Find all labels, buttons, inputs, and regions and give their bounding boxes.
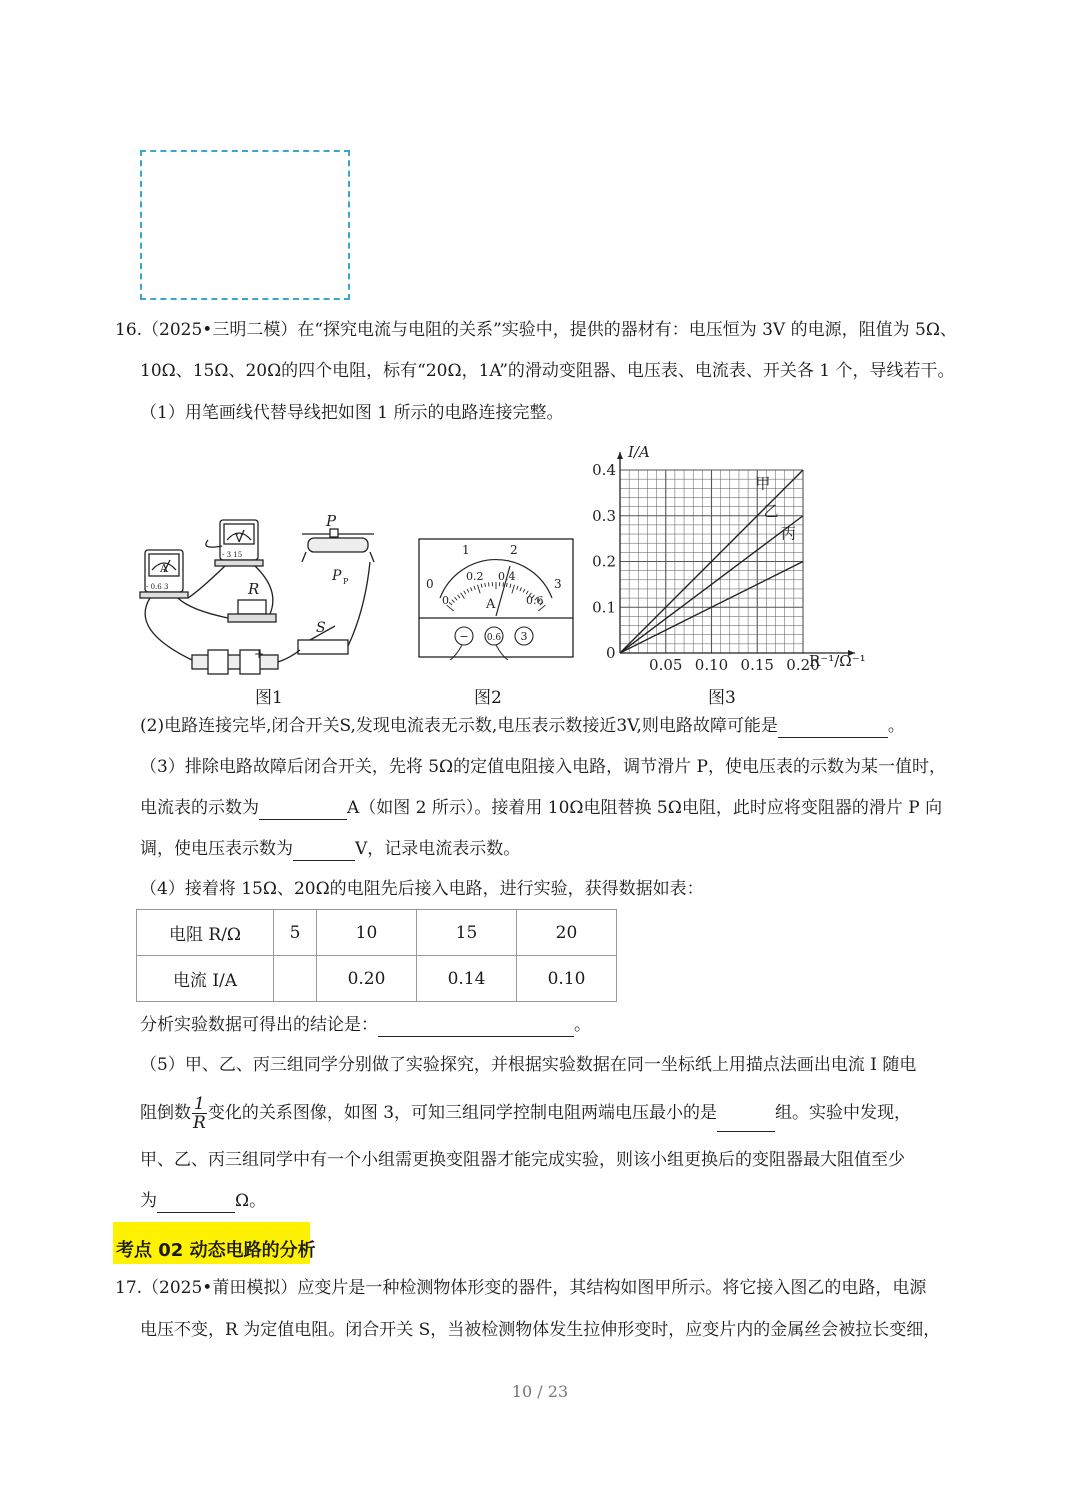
q16-part5a: （5）甲、乙、丙三组同学分别做了实验探究，并根据实验数据在同一坐标纸上用描点法画出电流 I 随电 bbox=[140, 1055, 917, 1075]
q17-line2: 电压不变，R 为定值电阻。闭合开关 S，当被检测物体发生拉伸形变时，应变片内的金属丝会被拉长变细， bbox=[140, 1320, 941, 1340]
x-tick-label: 0.10 bbox=[694, 656, 729, 674]
battery bbox=[192, 655, 278, 669]
q16-part4-conclusion: 分析实验数据可得出的结论是： 。 bbox=[140, 1015, 591, 1035]
figure-3-chart bbox=[585, 428, 885, 678]
q16-part3a: （3）排除电路故障后闭合开关，先将 5Ω的定值电阻接入电路，调节滑片 P，使电压表的示数为某一值时， bbox=[140, 757, 946, 777]
q16-line1: 16.（2025•三明二模）在“探究电流与电阻的关系”实验中，提供的器材有：电压恒为 3V 的电源，阻值为 5Ω、 bbox=[115, 320, 957, 340]
dial-top-0: 0 bbox=[426, 577, 434, 591]
data-table bbox=[136, 909, 617, 1002]
q16-part3c: 调，使电压表示数为 V，记录电流表示数。 bbox=[140, 839, 521, 859]
battery-plus: + bbox=[254, 647, 265, 661]
q16-part4: （4）接着将 15Ω、20Ω的电阻先后接入电路，进行实验，获得数据如表： bbox=[140, 879, 704, 899]
switch bbox=[298, 640, 348, 654]
resistor bbox=[238, 600, 266, 614]
page-number: 10 / 23 bbox=[511, 1382, 569, 1401]
x-tick-label: 0.15 bbox=[740, 656, 774, 674]
table-row: 电阻 R/Ω 5 10 15 20 bbox=[137, 910, 617, 956]
series-label-3: 丙 bbox=[781, 524, 797, 543]
rheostat-pp-label: P bbox=[332, 568, 342, 584]
q16-part5d: 为 Ω。 bbox=[140, 1191, 267, 1211]
dial-unit: A bbox=[486, 597, 496, 612]
q16-part5b: 阻倒数 $\frac{1}{R}$ 变化的关系图像，如图 3，可知三组同学控制电阻两端电压最小的是 组。实验中发现， bbox=[140, 1094, 912, 1133]
dial-bottom-1: 0.2 bbox=[466, 570, 484, 583]
terminal-neg: − bbox=[459, 630, 469, 643]
q17-line1: 17.（2025•莆田模拟）应变片是一种检测物体形变的器件，其结构如图甲所示。将它接入图乙的电路，电源 bbox=[115, 1278, 927, 1298]
terminal-0-6: 0.6 bbox=[486, 633, 502, 643]
q16-part3b: 电流表的示数为 A（如图 2 所示）。接着用 10Ω电阻替换 5Ω电阻，此时应将变阻器的滑片 P 向 bbox=[140, 798, 943, 818]
q16-line2: 10Ω、15Ω、20Ω的四个电阻，标有“20Ω，1A”的滑动变阻器、电压表、电流表、开关各 1 个，导线若干。 bbox=[140, 361, 955, 381]
switch-label: S bbox=[316, 620, 326, 636]
dial-top-2: 2 bbox=[510, 543, 518, 557]
q16-part5c: 甲、乙、丙三组同学中有一个小组需更换变阻器才能完成实验，则该小组更换后的变阻器最大阻值至少 bbox=[140, 1150, 905, 1170]
fraction-1-over-r: $\frac{1}{R}$ bbox=[193, 1094, 206, 1133]
answer-blank-fault bbox=[778, 719, 888, 738]
answer-drawing-box bbox=[140, 150, 350, 300]
answer-blank-resistance bbox=[157, 1194, 235, 1213]
y-axis-arrow bbox=[617, 452, 623, 459]
terminal-3: 3 bbox=[520, 630, 528, 643]
x-tick-label: 0.20 bbox=[786, 656, 820, 674]
rheostat bbox=[308, 538, 368, 552]
origin-label: 0 bbox=[606, 644, 616, 662]
ammeter-terminals: - 0.6 3 bbox=[146, 583, 169, 591]
dial-bottom-2: 0.4 bbox=[498, 570, 516, 583]
dial-top-1: 1 bbox=[462, 543, 470, 557]
answer-blank-group bbox=[717, 1113, 775, 1132]
rheostat-pp-sub: P bbox=[343, 577, 349, 586]
section-title: 考点 02 动态电路的分析 bbox=[116, 1240, 316, 1261]
q16-part1: （1）用笔画线代替导线把如图 1 所示的电路连接完整。 bbox=[140, 403, 564, 423]
q16-part2: (2)电路连接完毕,闭合开关S,发现电流表无示数,电压表示数接近3V,则电路故障可能是 。 bbox=[140, 716, 905, 736]
y-tick-label: 0.2 bbox=[592, 552, 616, 571]
figure-2-ammeter-dial bbox=[418, 538, 574, 660]
dial-bottom-3: 0.6 bbox=[526, 594, 544, 607]
dial-top-3: 3 bbox=[554, 577, 562, 591]
figure-3-label: 图3 bbox=[708, 688, 736, 708]
dial-bottom-0: 0 bbox=[442, 594, 449, 607]
x-axis-label: R⁻¹/Ω⁻¹ bbox=[809, 652, 866, 670]
voltmeter-terminals: - 3 15 bbox=[222, 551, 243, 559]
answer-blank-conclusion bbox=[378, 1018, 574, 1037]
rheostat-p-label: P bbox=[326, 512, 337, 530]
figure-1-circuit bbox=[130, 510, 400, 680]
y-tick-label: 0.4 bbox=[592, 461, 616, 479]
y-tick-label: 0.3 bbox=[592, 506, 616, 525]
answer-blank-current bbox=[259, 801, 347, 820]
series-label-2: 乙 bbox=[763, 501, 779, 520]
resistor-label: R bbox=[248, 580, 260, 598]
table-row: 电流 I/A 0.20 0.14 0.10 bbox=[137, 956, 617, 1002]
voltmeter-label: V bbox=[235, 532, 243, 545]
figure-2-label: 图2 bbox=[474, 688, 502, 708]
y-axis-label: I/A bbox=[628, 443, 650, 461]
series-label-1: 甲 bbox=[755, 474, 771, 493]
y-tick-label: 0.1 bbox=[592, 598, 616, 617]
answer-blank-voltage bbox=[293, 842, 355, 861]
ammeter-label: A bbox=[160, 562, 168, 575]
figure-1-label: 图1 bbox=[255, 688, 283, 708]
x-tick-label: 0.05 bbox=[649, 656, 683, 674]
